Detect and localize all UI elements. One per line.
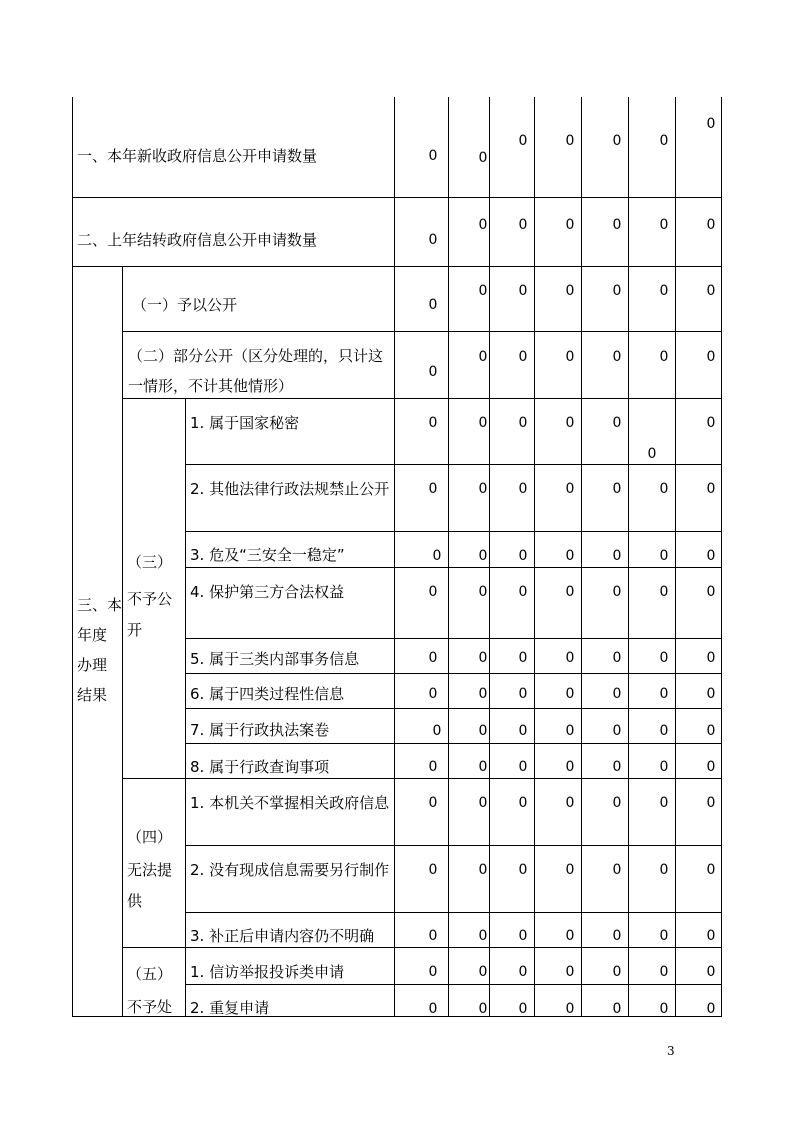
group-label-cannot-provide: 无法提 <box>127 861 173 879</box>
value-cell: 0 <box>518 795 528 811</box>
value-cell: 0 <box>565 964 575 980</box>
value-cell: 0 <box>612 283 622 299</box>
value-cell: 0 <box>565 481 575 497</box>
value-cell: 0 <box>518 133 528 149</box>
value-cell: 0 <box>565 584 575 600</box>
value-cell: 0 <box>565 686 575 702</box>
page-number: 3 <box>667 1044 675 1058</box>
grid-line <box>122 947 722 948</box>
value-cell: 0 <box>518 217 528 233</box>
group-label-not-public: （三） <box>127 553 173 571</box>
row-label: （一）予以公开 <box>132 296 238 314</box>
value-cell: 0 <box>659 1001 669 1017</box>
value-cell: 0 <box>518 686 528 702</box>
value-cell: 0 <box>478 795 488 811</box>
value-cell: 0 <box>647 446 657 462</box>
value-cell: 0 <box>706 862 716 878</box>
value-cell: 0 <box>706 217 716 233</box>
group-label-result: 结果 <box>77 686 108 704</box>
value-cell: 0 <box>612 133 622 149</box>
row-label: 6. 属于四类过程性信息 <box>190 685 345 703</box>
grid-line <box>185 464 722 465</box>
value-cell: 0 <box>612 584 622 600</box>
value-cell: 0 <box>565 415 575 431</box>
row-label: 4. 保护第三方合法权益 <box>190 583 345 601</box>
value-cell: 0 <box>659 862 669 878</box>
grid-line <box>534 97 535 1017</box>
value-cell: 0 <box>565 349 575 365</box>
value-cell: 0 <box>612 548 622 564</box>
value-cell: 0 <box>565 759 575 775</box>
grid-line <box>448 97 449 1017</box>
value-cell: 0 <box>428 232 438 248</box>
value-cell: 0 <box>432 548 442 564</box>
value-cell: 0 <box>565 862 575 878</box>
group-label-result: 年度 <box>77 626 108 644</box>
value-cell: 0 <box>612 349 622 365</box>
value-cell: 0 <box>478 349 488 365</box>
row-label: 一、本年新收政府信息公开申请数量 <box>77 147 318 165</box>
value-cell: 0 <box>612 481 622 497</box>
row-label: （二）部分公开（区分处理的，只计这一情形，不计其他情形） <box>128 347 384 395</box>
value-cell: 0 <box>706 283 716 299</box>
value-cell: 0 <box>659 964 669 980</box>
value-cell: 0 <box>518 759 528 775</box>
value-cell: 0 <box>659 650 669 666</box>
value-cell: 0 <box>478 283 488 299</box>
value-cell: 0 <box>518 723 528 739</box>
value-cell: 0 <box>659 349 669 365</box>
value-cell: 0 <box>428 148 438 164</box>
value-cell: 0 <box>432 723 442 739</box>
value-cell: 0 <box>565 928 575 944</box>
grid-line <box>72 97 73 1017</box>
grid-line <box>185 567 722 568</box>
row-label: 5. 属于三类内部事务信息 <box>190 650 360 668</box>
row-label: 1. 信访举报投诉类申请 <box>190 963 345 981</box>
grid-line <box>122 331 722 332</box>
value-cell: 0 <box>428 650 438 666</box>
value-cell: 0 <box>659 795 669 811</box>
value-cell: 0 <box>565 548 575 564</box>
value-cell: 0 <box>612 964 622 980</box>
value-cell: 0 <box>478 584 488 600</box>
value-cell: 0 <box>565 795 575 811</box>
grid-line <box>581 97 582 1017</box>
value-cell: 0 <box>478 686 488 702</box>
value-cell: 0 <box>478 548 488 564</box>
grid-line <box>122 778 722 779</box>
value-cell: 0 <box>518 1001 528 1017</box>
value-cell: 0 <box>428 481 438 497</box>
value-cell: 0 <box>706 964 716 980</box>
value-cell: 0 <box>659 133 669 149</box>
value-cell: 0 <box>518 349 528 365</box>
grid-line <box>185 673 722 674</box>
grid-line <box>185 743 722 744</box>
value-cell: 0 <box>706 928 716 944</box>
group-label-cannot-provide: 供 <box>127 892 143 910</box>
value-cell: 0 <box>565 283 575 299</box>
value-cell: 0 <box>428 795 438 811</box>
value-cell: 0 <box>478 415 488 431</box>
value-cell: 0 <box>659 928 669 944</box>
group-label-not-public: 不予公 <box>127 590 173 608</box>
value-cell: 0 <box>659 481 669 497</box>
row-label: 3. 补正后申请内容仍不明确 <box>190 927 375 945</box>
value-cell: 0 <box>478 964 488 980</box>
row-label: 二、上年结转政府信息公开申请数量 <box>77 231 318 249</box>
value-cell: 0 <box>612 928 622 944</box>
value-cell: 0 <box>612 795 622 811</box>
value-cell: 0 <box>612 650 622 666</box>
value-cell: 0 <box>478 1001 488 1017</box>
value-cell: 0 <box>518 964 528 980</box>
value-cell: 0 <box>428 964 438 980</box>
value-cell: 0 <box>518 415 528 431</box>
value-cell: 0 <box>659 283 669 299</box>
value-cell: 0 <box>706 116 716 132</box>
grid-line <box>721 97 722 1017</box>
value-cell: 0 <box>659 548 669 564</box>
value-cell: 0 <box>706 759 716 775</box>
value-cell: 0 <box>706 584 716 600</box>
row-label: 2. 没有现成信息需要另行制作 <box>190 861 390 879</box>
value-cell: 0 <box>478 723 488 739</box>
group-label-not-public: 开 <box>127 621 143 639</box>
grid-line <box>185 531 722 532</box>
value-cell: 0 <box>612 415 622 431</box>
group-label-not-handle: （五） <box>127 965 173 983</box>
value-cell: 0 <box>612 759 622 775</box>
grid-line <box>185 845 722 846</box>
value-cell: 0 <box>518 928 528 944</box>
value-cell: 0 <box>706 723 716 739</box>
value-cell: 0 <box>428 584 438 600</box>
grid-line <box>122 266 123 1017</box>
grid-line <box>72 266 722 267</box>
grid-line <box>72 197 722 198</box>
grid-line <box>72 1016 722 1017</box>
value-cell: 0 <box>612 217 622 233</box>
value-cell: 0 <box>706 349 716 365</box>
value-cell: 0 <box>428 297 438 313</box>
group-label-not-handle: 不予处 <box>127 998 173 1016</box>
grid-line <box>675 97 676 1017</box>
value-cell: 0 <box>565 1001 575 1017</box>
group-label-cannot-provide: （四） <box>127 828 173 846</box>
value-cell: 0 <box>518 548 528 564</box>
value-cell: 0 <box>428 862 438 878</box>
value-cell: 0 <box>659 584 669 600</box>
grid-line <box>185 912 722 913</box>
value-cell: 0 <box>612 862 622 878</box>
value-cell: 0 <box>478 150 488 166</box>
grid-line <box>185 708 722 709</box>
value-cell: 0 <box>428 928 438 944</box>
value-cell: 0 <box>612 1001 622 1017</box>
value-cell: 0 <box>706 481 716 497</box>
grid-line <box>394 97 395 1017</box>
row-label: 7. 属于行政执法案卷 <box>190 721 330 739</box>
value-cell: 0 <box>428 1001 438 1017</box>
value-cell: 0 <box>706 650 716 666</box>
row-label: 1. 本机关不掌握相关政府信息 <box>190 794 390 812</box>
grid-line <box>628 97 629 1017</box>
value-cell: 0 <box>518 862 528 878</box>
value-cell: 0 <box>565 133 575 149</box>
value-cell: 0 <box>565 723 575 739</box>
value-cell: 0 <box>478 217 488 233</box>
value-cell: 0 <box>478 862 488 878</box>
value-cell: 0 <box>428 686 438 702</box>
value-cell: 0 <box>428 415 438 431</box>
row-label: 3. 危及“三安全一稳定” <box>190 546 345 564</box>
value-cell: 0 <box>565 217 575 233</box>
value-cell: 0 <box>612 686 622 702</box>
value-cell: 0 <box>659 217 669 233</box>
value-cell: 0 <box>706 548 716 564</box>
value-cell: 0 <box>478 759 488 775</box>
value-cell: 0 <box>659 723 669 739</box>
row-label: 2. 其他法律行政法规禁止公开 <box>190 480 390 498</box>
grid-line <box>185 638 722 639</box>
value-cell: 0 <box>565 650 575 666</box>
value-cell: 0 <box>518 283 528 299</box>
group-label-result: 办理 <box>77 656 108 674</box>
value-cell: 0 <box>518 481 528 497</box>
row-label: 2. 重复申请 <box>190 999 270 1017</box>
row-label: 1. 属于国家秘密 <box>190 414 300 432</box>
value-cell: 0 <box>706 415 716 431</box>
value-cell: 0 <box>428 759 438 775</box>
value-cell: 0 <box>478 650 488 666</box>
row-label: 8. 属于行政查询事项 <box>190 758 330 776</box>
value-cell: 0 <box>612 723 622 739</box>
value-cell: 0 <box>478 928 488 944</box>
value-cell: 0 <box>706 1001 716 1017</box>
value-cell: 0 <box>478 481 488 497</box>
value-cell: 0 <box>706 686 716 702</box>
value-cell: 0 <box>428 364 438 380</box>
group-label-result: 三、本 <box>77 596 123 614</box>
value-cell: 0 <box>659 686 669 702</box>
value-cell: 0 <box>518 650 528 666</box>
value-cell: 0 <box>518 584 528 600</box>
value-cell: 0 <box>659 759 669 775</box>
grid-line <box>185 984 722 985</box>
value-cell: 0 <box>706 795 716 811</box>
